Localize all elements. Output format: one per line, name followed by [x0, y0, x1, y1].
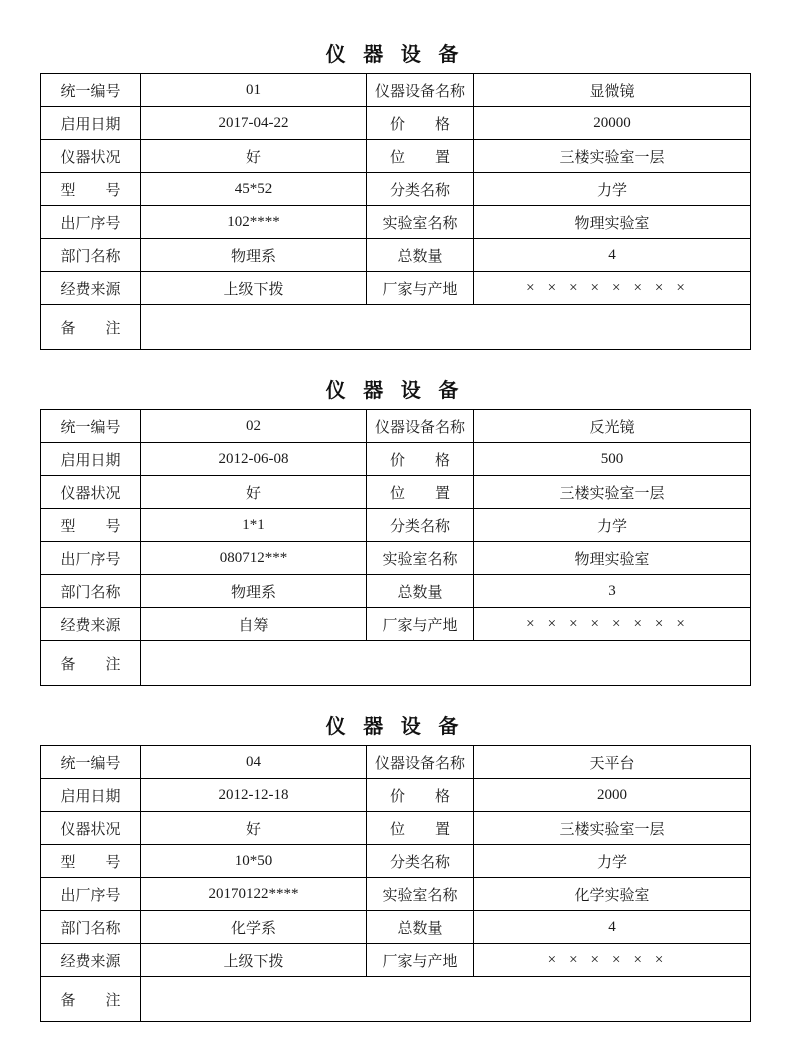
row-value: 三楼实验室一层 [474, 812, 751, 845]
row-value: 天平台 [474, 746, 751, 779]
row-value: 20170122**** [141, 878, 367, 911]
row-label: 实验室名称 [367, 542, 474, 575]
row-label: 出厂序号 [41, 878, 141, 911]
table-row [41, 239, 751, 272]
remark-row [41, 305, 751, 350]
row-label: 实验室名称 [367, 206, 474, 239]
remark-row [41, 977, 751, 1022]
row-value: 2000 [474, 779, 751, 812]
equipment-record-section [0, 710, 794, 1022]
row-value: 4 [474, 911, 751, 944]
row-value: 好 [141, 140, 367, 173]
row-label: 总数量 [367, 911, 474, 944]
table-row [41, 812, 751, 845]
row-label: 型 号 [41, 173, 141, 206]
row-value: 物理实验室 [474, 542, 751, 575]
remark-label: 备 注 [41, 641, 141, 686]
row-value: 好 [141, 812, 367, 845]
row-value: 3 [474, 575, 751, 608]
table-row [41, 272, 751, 305]
row-value: 反光镜 [474, 410, 751, 443]
row-label: 启用日期 [41, 779, 141, 812]
equipment-record-section [0, 374, 794, 686]
table-row [41, 746, 751, 779]
row-label: 仪器设备名称 [367, 74, 474, 107]
row-label: 仪器设备名称 [367, 746, 474, 779]
row-label: 价 格 [367, 443, 474, 476]
row-label: 价 格 [367, 107, 474, 140]
remark-label: 备 注 [41, 977, 141, 1022]
row-label: 启用日期 [41, 443, 141, 476]
row-value: 10*50 [141, 845, 367, 878]
row-label: 分类名称 [367, 173, 474, 206]
row-label: 经费来源 [41, 272, 141, 305]
remark-value-cell [141, 641, 751, 686]
sheet-title: 仪 器 设 备 [325, 716, 465, 738]
row-label: 位 置 [367, 812, 474, 845]
row-label: 型 号 [41, 509, 141, 542]
row-value: 好 [141, 476, 367, 509]
table-row [41, 140, 751, 173]
row-label: 价 格 [367, 779, 474, 812]
equipment-record-section [0, 38, 794, 350]
row-value: 04 [141, 746, 367, 779]
table-row [41, 74, 751, 107]
row-label: 启用日期 [41, 107, 141, 140]
row-label: 出厂序号 [41, 542, 141, 575]
remark-row [41, 641, 751, 686]
table-row [41, 509, 751, 542]
row-value: 三楼实验室一层 [474, 476, 751, 509]
row-label: 统一编号 [41, 410, 141, 443]
table-row [41, 911, 751, 944]
table-row [41, 845, 751, 878]
row-label: 仪器状况 [41, 140, 141, 173]
row-value: 物理系 [141, 575, 367, 608]
row-value: 力学 [474, 509, 751, 542]
row-value: 物理实验室 [474, 206, 751, 239]
row-label: 仪器状况 [41, 812, 141, 845]
row-value: 45*52 [141, 173, 367, 206]
table-row [41, 410, 751, 443]
row-label: 仪器状况 [41, 476, 141, 509]
table-row [41, 878, 751, 911]
row-label: 总数量 [367, 575, 474, 608]
row-value: 102**** [141, 206, 367, 239]
row-value: 080712*** [141, 542, 367, 575]
row-value: 01 [141, 74, 367, 107]
table-row [41, 443, 751, 476]
table-row [41, 575, 751, 608]
sheet-title: 仪 器 设 备 [325, 44, 465, 66]
row-value: 02 [141, 410, 367, 443]
row-value: 显微镜 [474, 74, 751, 107]
row-value: 1*1 [141, 509, 367, 542]
table-row [41, 608, 751, 641]
row-value: 500 [474, 443, 751, 476]
row-label: 实验室名称 [367, 878, 474, 911]
table-row [41, 173, 751, 206]
row-value: 自筹 [141, 608, 367, 641]
row-value: 20000 [474, 107, 751, 140]
row-label: 部门名称 [41, 239, 141, 272]
row-value: 上级下拨 [141, 272, 367, 305]
row-label: 统一编号 [41, 746, 141, 779]
row-label: 分类名称 [367, 509, 474, 542]
equipment-table [40, 745, 751, 1022]
row-value: 化学实验室 [474, 878, 751, 911]
row-label: 厂家与产地 [367, 272, 474, 305]
remark-value-cell [141, 977, 751, 1022]
row-label: 总数量 [367, 239, 474, 272]
equipment-table [40, 409, 751, 686]
row-value: 化学系 [141, 911, 367, 944]
row-value: 2012-06-08 [141, 443, 367, 476]
row-label: 分类名称 [367, 845, 474, 878]
table-row [41, 542, 751, 575]
row-label: 经费来源 [41, 944, 141, 977]
table-row [41, 779, 751, 812]
row-label: 仪器设备名称 [367, 410, 474, 443]
row-value: 上级下拨 [141, 944, 367, 977]
row-value: 4 [474, 239, 751, 272]
row-value: ×××××××× [474, 272, 751, 305]
row-label: 出厂序号 [41, 206, 141, 239]
row-value: ×××××× [474, 944, 751, 977]
row-label: 型 号 [41, 845, 141, 878]
equipment-table [40, 73, 751, 350]
row-label: 统一编号 [41, 74, 141, 107]
table-row [41, 206, 751, 239]
row-value: 2012-12-18 [141, 779, 367, 812]
sheet-title: 仪 器 设 备 [325, 380, 465, 402]
row-label: 位 置 [367, 140, 474, 173]
row-label: 经费来源 [41, 608, 141, 641]
row-value: 力学 [474, 845, 751, 878]
row-value: ×××××××× [474, 608, 751, 641]
table-row [41, 944, 751, 977]
row-label: 厂家与产地 [367, 608, 474, 641]
remark-value-cell [141, 305, 751, 350]
remark-label: 备 注 [41, 305, 141, 350]
row-value: 三楼实验室一层 [474, 140, 751, 173]
table-row [41, 107, 751, 140]
row-value: 力学 [474, 173, 751, 206]
row-label: 部门名称 [41, 575, 141, 608]
row-label: 位 置 [367, 476, 474, 509]
table-row [41, 476, 751, 509]
row-label: 厂家与产地 [367, 944, 474, 977]
row-label: 部门名称 [41, 911, 141, 944]
row-value: 物理系 [141, 239, 367, 272]
row-value: 2017-04-22 [141, 107, 367, 140]
